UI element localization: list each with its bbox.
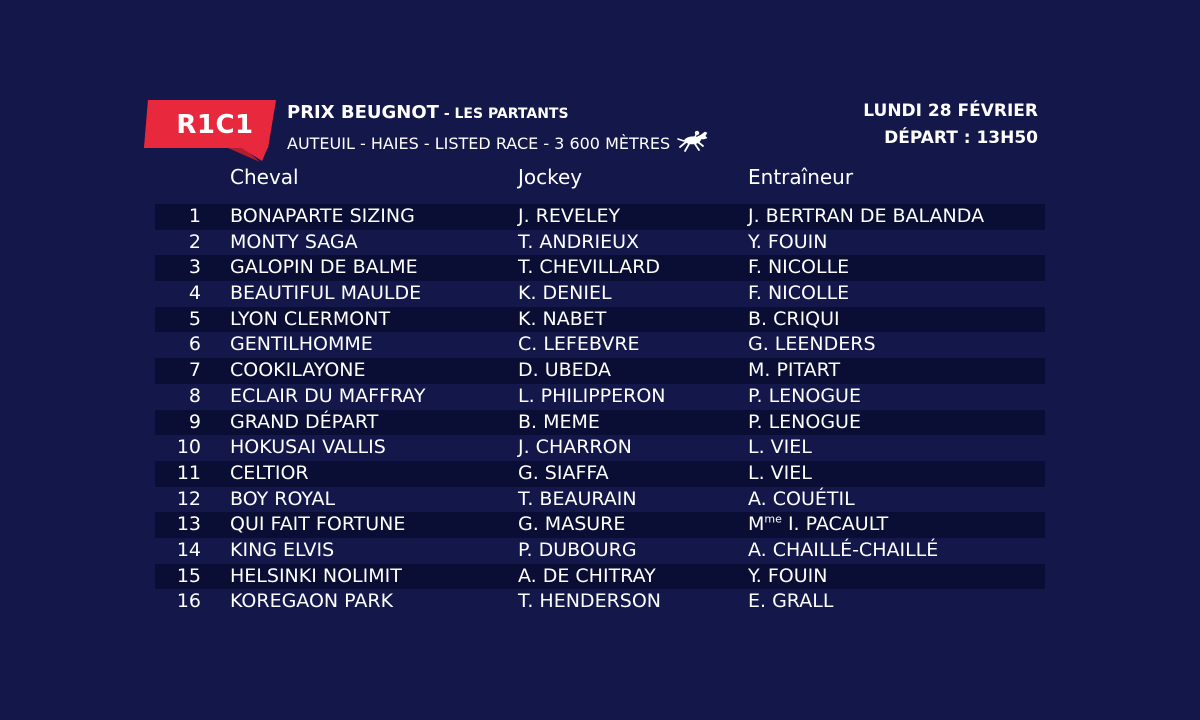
jockey-name: T. BEAURAIN — [518, 487, 637, 510]
column-header-trainer: Entraîneur — [748, 165, 854, 189]
runner-number: 13 — [176, 513, 201, 536]
jockey-name: T. CHEVILLARD — [518, 256, 661, 279]
runner-number: 11 — [176, 461, 201, 484]
runner-number: 6 — [188, 333, 201, 356]
runner-number: 14 — [176, 538, 201, 561]
trainer-name: Y. FOUIN — [748, 564, 828, 587]
trainer-name — [748, 512, 888, 538]
horse-name: COOKILAYONE — [230, 359, 366, 382]
table-row — [155, 461, 1045, 487]
jockey-name: A. DE CHITRAY — [518, 564, 656, 587]
race-details — [287, 129, 714, 157]
horse-name: HOKUSAI VALLIS — [230, 436, 386, 459]
jockey-name: P. DUBOURG — [518, 538, 637, 561]
runner-number: 2 — [188, 230, 201, 253]
jockey-name: G. SIAFFA — [518, 461, 609, 484]
jockey-name: K. DENIEL — [518, 282, 612, 305]
runner-number: 12 — [176, 487, 201, 510]
trainer-name: G. LEENDERS — [748, 333, 876, 356]
horse-name: BONAPARTE SIZING — [230, 205, 415, 227]
jockey-name: J. REVELEY — [518, 205, 621, 227]
runner-number: 4 — [188, 282, 201, 305]
runner-number: 1 — [188, 205, 201, 227]
trainer-name: A. CHAILLÉ-CHAILLÉ — [748, 538, 939, 561]
table-row — [155, 564, 1045, 590]
horse-name: LYON CLERMONT — [230, 307, 391, 330]
table-row — [155, 281, 1045, 307]
table-row — [155, 230, 1045, 256]
horse-name: ECLAIR DU MAFFRAY — [230, 384, 426, 407]
race-date: LUNDI 28 FÉVRIER — [863, 101, 1038, 121]
table-row — [155, 255, 1045, 281]
trainer-name: Y. FOUIN — [748, 230, 828, 253]
table-row — [155, 435, 1045, 461]
jockey-name: K. NABET — [518, 307, 607, 330]
departure-time: DÉPART : 13H50 — [884, 128, 1038, 148]
trainer-name: L. VIEL — [748, 436, 812, 459]
trainer-title: M — [748, 513, 765, 536]
race-code: R1C1 — [176, 110, 254, 140]
trainer-name: M. PITART — [748, 359, 841, 382]
horse-name: MONTY SAGA — [230, 230, 358, 253]
horse-name: CELTIOR — [230, 461, 309, 484]
jockey-name: G. MASURE — [518, 513, 626, 536]
horse-name: KOREGAON PARK — [230, 590, 394, 613]
trainer-title-superscript: me — [764, 512, 782, 526]
runner-number: 16 — [176, 590, 201, 613]
column-header-horse: Cheval — [230, 165, 299, 189]
table-row — [155, 410, 1045, 436]
horse-name: GRAND DÉPART — [230, 410, 379, 433]
table-row — [155, 307, 1045, 333]
runner-number: 10 — [176, 436, 201, 459]
runner-number: 7 — [188, 359, 201, 382]
table-row — [155, 487, 1045, 513]
trainer-name: B. CRIQUI — [748, 307, 840, 330]
horse-name: QUI FAIT FORTUNE — [230, 513, 406, 536]
table-row — [155, 384, 1045, 410]
trainer-name: J. BERTRAN DE BALANDA — [748, 205, 985, 227]
trainer-name-text: I. PACAULT — [787, 513, 889, 536]
jockey-name: L. PHILIPPERON — [518, 384, 666, 407]
racehorse-icon — [676, 129, 714, 157]
race-name: PRIX BEUGNOT — [287, 102, 439, 123]
race-details-text: AUTEUIL - HAIES - LISTED RACE - 3 600 MÈTRES — [287, 133, 671, 153]
trainer-name: A. COUÉTIL — [748, 487, 855, 510]
horse-name: KING ELVIS — [230, 538, 335, 561]
table-row — [155, 332, 1045, 358]
horse-name: BOY ROYAL — [230, 487, 336, 510]
horse-name: HELSINKI NOLIMIT — [230, 564, 402, 587]
runner-number: 8 — [188, 384, 201, 407]
trainer-name: P. LENOGUE — [748, 410, 861, 433]
trainer-name: F. NICOLLE — [748, 256, 850, 279]
jockey-name: T. ANDRIEUX — [518, 230, 640, 253]
table-row — [155, 358, 1045, 384]
runner-number: 3 — [188, 256, 201, 279]
race-subtitle: LES PARTANTS — [454, 106, 569, 122]
jockey-name: T. HENDERSON — [518, 590, 662, 613]
jockey-name: B. MEME — [518, 410, 600, 433]
race-code-badge — [144, 100, 276, 162]
runner-number: 15 — [176, 564, 201, 587]
jockey-name: J. CHARRON — [518, 436, 632, 459]
table-row — [155, 512, 1045, 538]
trainer-name: L. VIEL — [748, 461, 812, 484]
runner-number: 5 — [188, 307, 201, 330]
horse-name: BEAUTIFUL MAULDE — [230, 282, 422, 305]
runner-number: 9 — [188, 410, 201, 433]
title-separator: - — [438, 106, 455, 122]
table-row — [155, 538, 1045, 564]
horse-name: GALOPIN DE BALME — [230, 256, 418, 279]
trainer-name: F. NICOLLE — [748, 282, 850, 305]
table-row — [155, 589, 1045, 615]
trainer-name: E. GRALL — [748, 590, 834, 613]
runners-table — [155, 204, 1045, 615]
race-title — [287, 102, 569, 123]
jockey-name: D. UBEDA — [518, 359, 611, 382]
horse-name: GENTILHOMME — [230, 333, 373, 356]
trainer-name: P. LENOGUE — [748, 384, 861, 407]
jockey-name: C. LEFEBVRE — [518, 333, 640, 356]
table-row — [155, 204, 1045, 230]
column-header-jockey: Jockey — [518, 165, 583, 189]
